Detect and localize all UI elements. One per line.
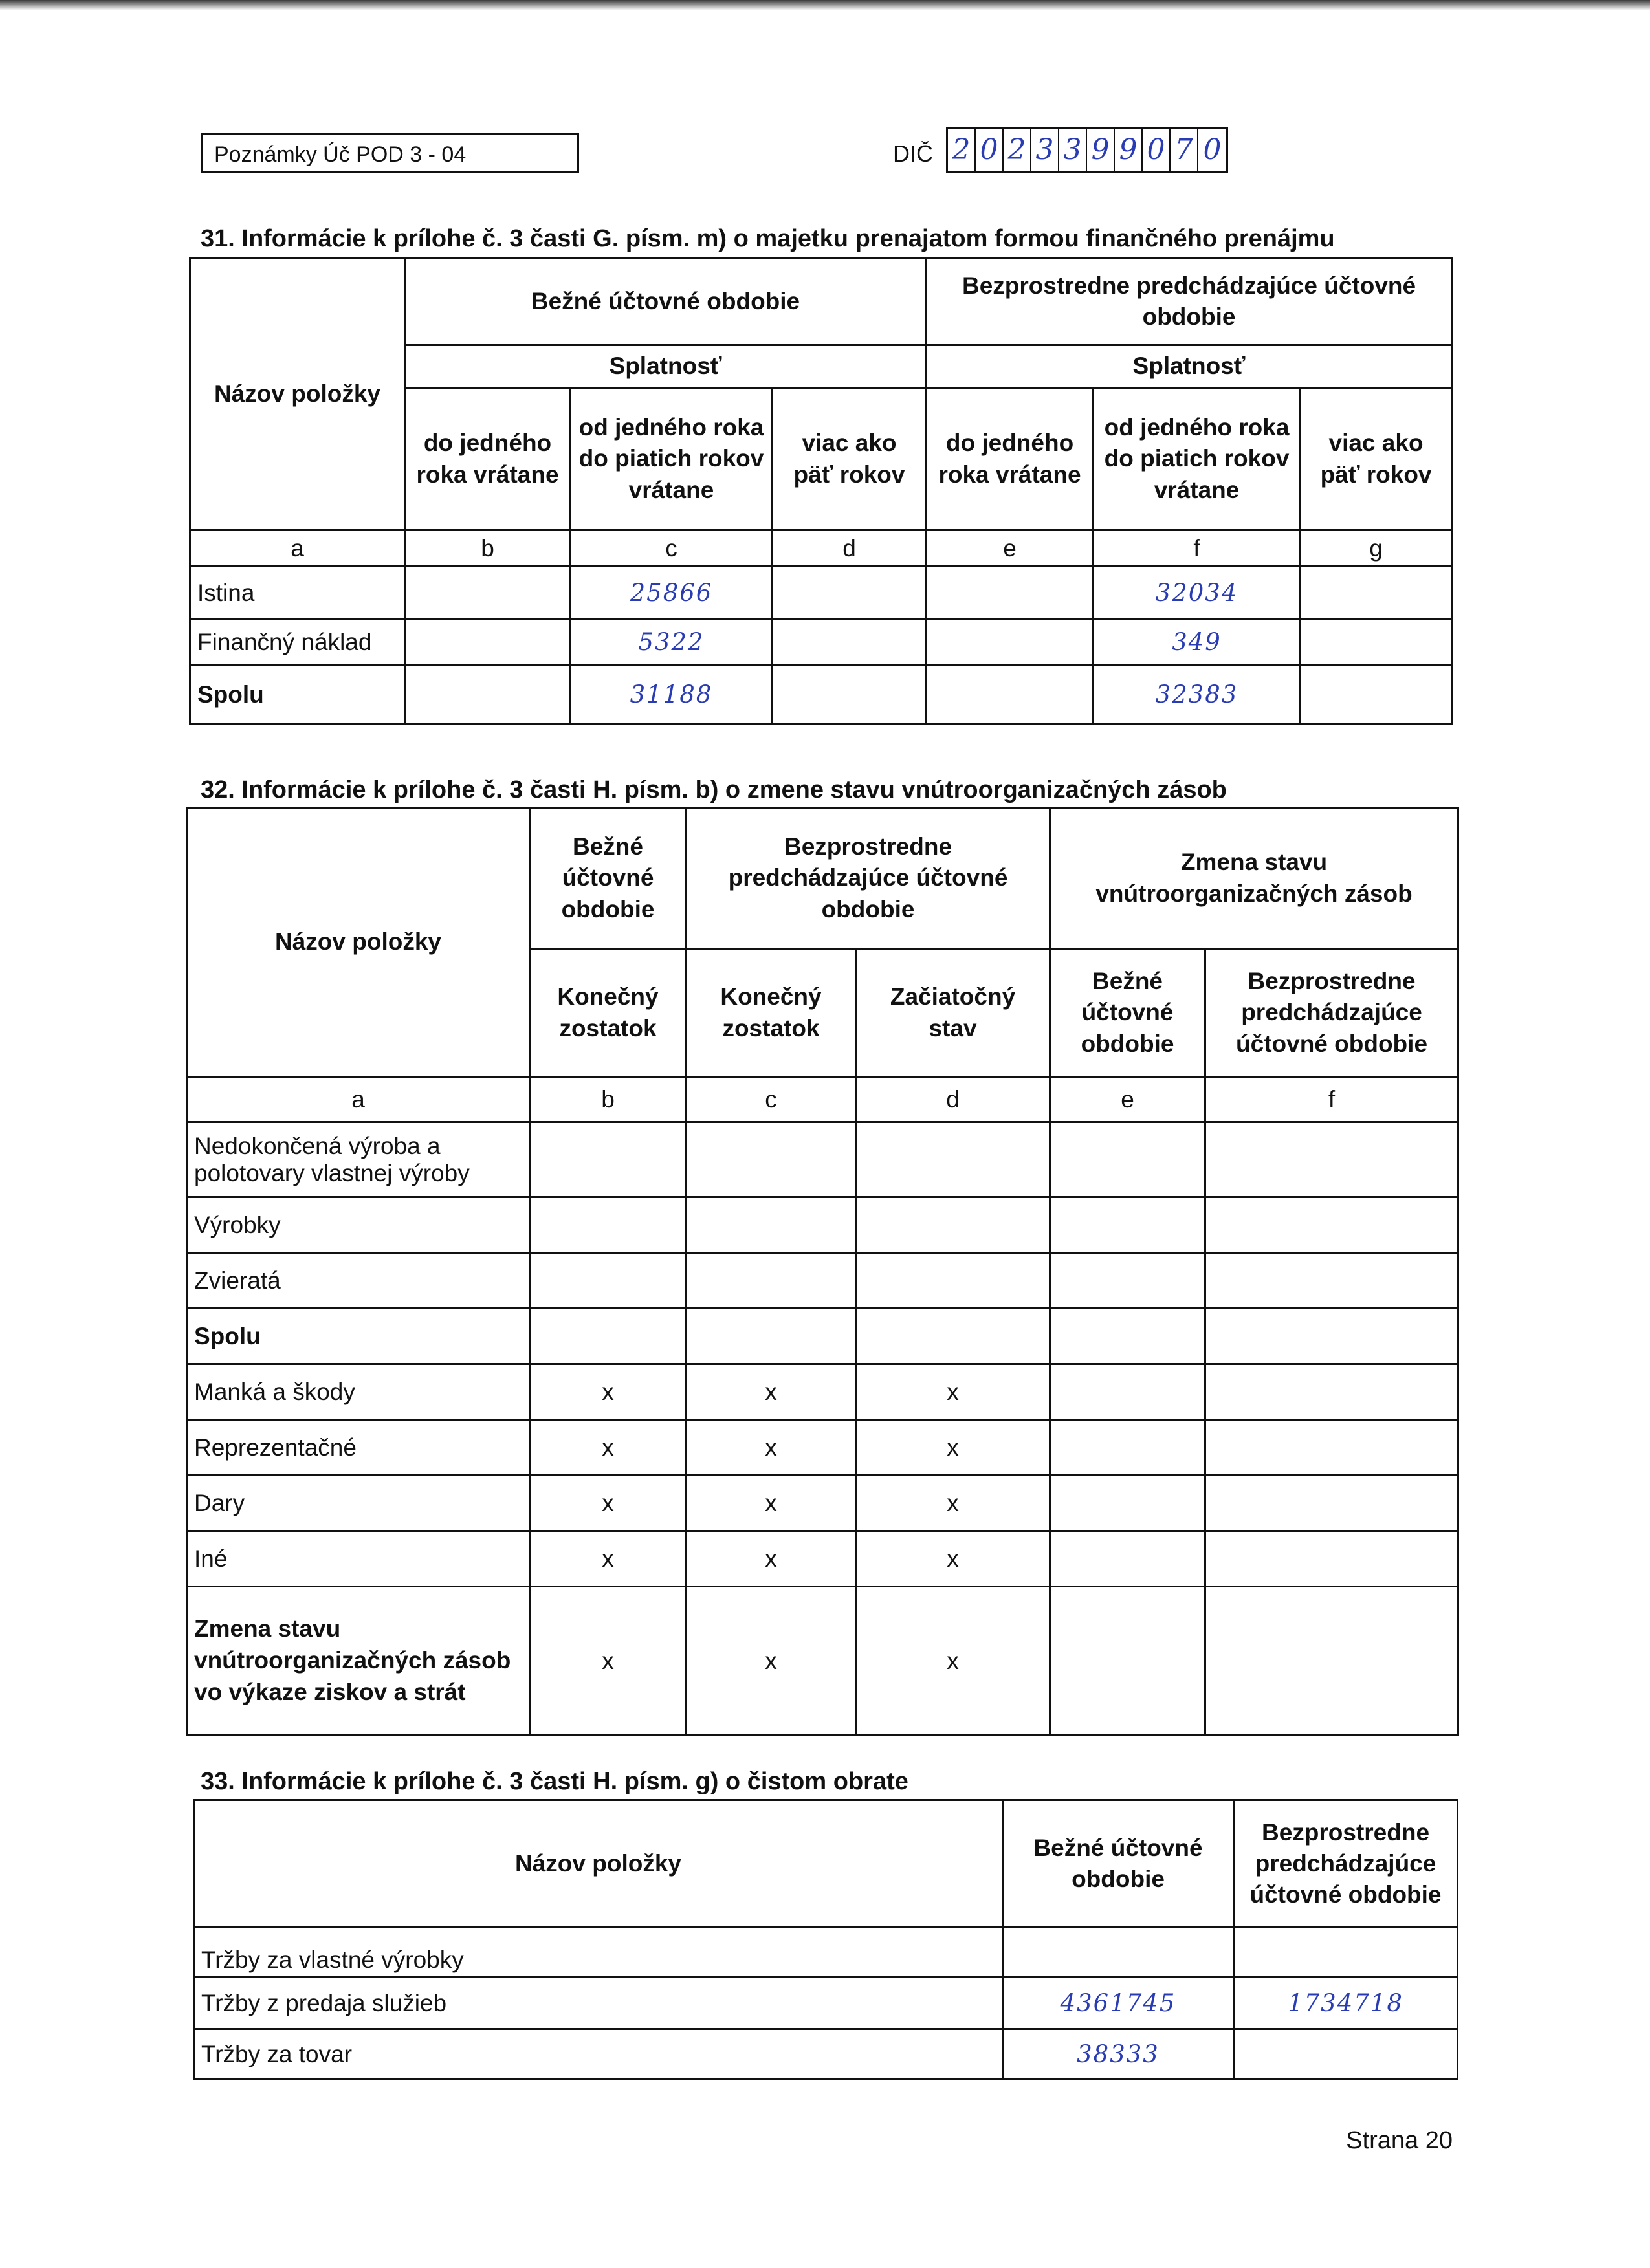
value-cell[interactable]: [1205, 1197, 1458, 1253]
table-row: [194, 1978, 1458, 2029]
value-cell[interactable]: [1050, 1587, 1205, 1736]
value-cell[interactable]: 32034: [1094, 567, 1301, 620]
value-cell[interactable]: [687, 1253, 856, 1309]
column-letter: e: [1050, 1077, 1205, 1122]
table-row: [194, 2029, 1458, 2080]
section31-title: 31. Informácie k prílohe č. 3 časti G. písm. m) o majetku prenajatom formou finančného prenájmu: [201, 225, 1335, 252]
table-row: [187, 1587, 1458, 1736]
dic-digit: 2: [1004, 129, 1031, 171]
value-cell[interactable]: [927, 567, 1094, 620]
row-label: Spolu: [190, 665, 405, 725]
value-cell[interactable]: [1301, 620, 1452, 665]
value-cell[interactable]: [1205, 1364, 1458, 1420]
current-period-header: Bežné účtovné obdobie: [1003, 1800, 1234, 1928]
value-cell: x: [530, 1476, 687, 1531]
value-cell[interactable]: [1205, 1531, 1458, 1587]
row-label: Tržby z predaja služieb: [194, 1978, 1003, 2029]
row-label: Finančný náklad: [190, 620, 405, 665]
value-cell: x: [856, 1531, 1050, 1587]
value-cell[interactable]: [1050, 1309, 1205, 1364]
row-label: Zvieratá: [187, 1253, 530, 1309]
dic-label: DIČ: [893, 140, 933, 167]
opening-header: Začiatočný stav: [856, 949, 1050, 1077]
value-cell[interactable]: [1205, 1587, 1458, 1736]
col-name-header: Názov položky: [190, 258, 405, 530]
column-letter: d: [773, 530, 927, 567]
value-cell[interactable]: [1050, 1364, 1205, 1420]
value-cell[interactable]: [530, 1197, 687, 1253]
end-balance-header: Konečný zostatok: [687, 949, 856, 1077]
table-row: [187, 1420, 1458, 1476]
value-cell[interactable]: [405, 567, 571, 620]
value-cell[interactable]: 5322: [571, 620, 773, 665]
value-cell[interactable]: [856, 1309, 1050, 1364]
table-row: [187, 1531, 1458, 1587]
value-cell[interactable]: [927, 620, 1094, 665]
value-cell: x: [856, 1364, 1050, 1420]
previous-period-header: Bezprostredne predchádzajúce účtovné obdobie: [687, 808, 1050, 949]
value-cell[interactable]: 1734718: [1234, 1978, 1458, 2029]
sub-col-header: viac ako päť rokov: [773, 388, 927, 530]
value-cell: x: [530, 1587, 687, 1736]
dic-digit: 3: [1031, 129, 1059, 171]
current-period-header: Bežné účtovné obdobie: [530, 808, 687, 949]
value-cell[interactable]: [1050, 1476, 1205, 1531]
table-row: [190, 665, 1452, 725]
value-cell: x: [530, 1531, 687, 1587]
maturity-header: Splatnosť: [927, 345, 1452, 388]
value-cell[interactable]: [530, 1253, 687, 1309]
column-letter: e: [927, 530, 1094, 567]
value-cell[interactable]: [405, 620, 571, 665]
table-row: [190, 620, 1452, 665]
col-name-header: Názov položky: [187, 808, 530, 1077]
value-cell: x: [856, 1476, 1050, 1531]
value-cell[interactable]: [1050, 1122, 1205, 1197]
dic-digit: 2: [948, 129, 976, 171]
dic-digit: 0: [976, 129, 1004, 171]
row-label: Dary: [187, 1476, 530, 1531]
current-period-header: Bežné účtovné obdobie: [405, 258, 927, 345]
value-cell[interactable]: [687, 1197, 856, 1253]
value-cell[interactable]: [856, 1197, 1050, 1253]
value-cell[interactable]: [1205, 1476, 1458, 1531]
column-letter: f: [1205, 1077, 1458, 1122]
value-cell[interactable]: [1205, 1309, 1458, 1364]
column-letter: b: [405, 530, 571, 567]
value-cell[interactable]: 32383: [1094, 665, 1301, 725]
change-previous-header: Bezprostredne predchádzajúce účtovné obdobie: [1205, 949, 1458, 1077]
scan-edge: [0, 0, 1650, 10]
value-cell[interactable]: [1205, 1122, 1458, 1197]
column-letter: a: [190, 530, 405, 567]
dic-digit: 9: [1087, 129, 1115, 171]
row-label: Iné: [187, 1531, 530, 1587]
dic-digit: 7: [1171, 129, 1198, 171]
sub-col-header: do jedného roka vrátane: [405, 388, 571, 530]
value-cell[interactable]: [1301, 665, 1452, 725]
section33-table: [193, 1799, 1458, 2080]
row-label: Spolu: [187, 1309, 530, 1364]
previous-period-header: Bezprostredne predchádzajúce účtovné obdobie: [1234, 1800, 1458, 1928]
dic-digit: 9: [1115, 129, 1143, 171]
value-cell: x: [530, 1364, 687, 1420]
value-cell[interactable]: [405, 665, 571, 725]
column-letter: c: [571, 530, 773, 567]
page-number: Strana 20: [1346, 2127, 1453, 2154]
value-cell[interactable]: [1050, 1197, 1205, 1253]
row-label: Výrobky: [187, 1197, 530, 1253]
value-cell[interactable]: [856, 1122, 1050, 1197]
sub-col-header: od jedného roka do piatich rokov vrátane: [571, 388, 773, 530]
value-cell[interactable]: 31188: [571, 665, 773, 725]
value-cell[interactable]: [773, 567, 927, 620]
value-cell[interactable]: [1234, 2029, 1458, 2080]
table-row: [194, 1928, 1458, 1978]
value-cell[interactable]: [1050, 1420, 1205, 1476]
value-cell[interactable]: [530, 1122, 687, 1197]
dic-digit: 0: [1143, 129, 1171, 171]
value-cell[interactable]: 25866: [571, 567, 773, 620]
value-cell[interactable]: [773, 620, 927, 665]
change-header: Zmena stavu vnútroorganizačných zásob: [1050, 808, 1458, 949]
change-current-header: Bežné účtovné obdobie: [1050, 949, 1205, 1077]
column-letter: b: [530, 1077, 687, 1122]
value-cell[interactable]: 349: [1094, 620, 1301, 665]
value-cell[interactable]: [1003, 1928, 1234, 1978]
value-cell[interactable]: [1234, 1928, 1458, 1978]
value-cell: x: [856, 1587, 1050, 1736]
value-cell[interactable]: [1301, 567, 1452, 620]
section32-table: [186, 807, 1459, 1736]
dic-digit: 3: [1059, 129, 1087, 171]
row-label: Istina: [190, 567, 405, 620]
row-label: Manká a škody: [187, 1364, 530, 1420]
value-cell[interactable]: [1050, 1253, 1205, 1309]
value-cell[interactable]: [1050, 1531, 1205, 1587]
table-row: [187, 1476, 1458, 1531]
value-cell: x: [687, 1476, 856, 1531]
row-label: Reprezentačné: [187, 1420, 530, 1476]
column-letter: c: [687, 1077, 856, 1122]
maturity-header: Splatnosť: [405, 345, 927, 388]
form-title: Poznámky Úč POD 3 - 04: [201, 133, 579, 173]
column-letter: f: [1094, 530, 1301, 567]
column-letter: a: [187, 1077, 530, 1122]
row-label: Tržby za tovar: [194, 2029, 1003, 2080]
table-row: [187, 1197, 1458, 1253]
sub-col-header: do jedného roka vrátane: [927, 388, 1094, 530]
value-cell: x: [687, 1587, 856, 1736]
section33-title: 33. Informácie k prílohe č. 3 časti H. písm. g) o čistom obrate: [201, 1768, 908, 1795]
value-cell: x: [687, 1420, 856, 1476]
table-row: [187, 1309, 1458, 1364]
value-cell[interactable]: [1205, 1420, 1458, 1476]
end-balance-header: Konečný zostatok: [530, 949, 687, 1077]
value-cell: x: [687, 1531, 856, 1587]
dic-digit: 0: [1203, 133, 1222, 166]
section31-table: [189, 257, 1453, 725]
row-label: Zmena stavu vnútroorganizačných zásob vo výkaze ziskov a strát: [187, 1587, 530, 1736]
value-cell[interactable]: 4361745: [1003, 1978, 1234, 2029]
section32-title: 32. Informácie k prílohe č. 3 časti H. písm. b) o zmene stavu vnútroorganizačných zásob: [201, 776, 1227, 803]
value-cell[interactable]: [687, 1309, 856, 1364]
sub-col-header: od jedného roka do piatich rokov vrátane: [1094, 388, 1301, 530]
value-cell[interactable]: [856, 1253, 1050, 1309]
value-cell: x: [530, 1420, 687, 1476]
table-row: [190, 567, 1452, 620]
value-cell: x: [856, 1420, 1050, 1476]
value-cell[interactable]: [687, 1122, 856, 1197]
table-row: [187, 1122, 1458, 1197]
value-cell[interactable]: 38333: [1003, 2029, 1234, 2080]
value-cell: x: [687, 1364, 856, 1420]
table-row: [187, 1253, 1458, 1309]
value-cell[interactable]: [530, 1309, 687, 1364]
previous-period-header: Bezprostredne predchádzajúce účtovné obdobie: [927, 258, 1452, 345]
value-cell[interactable]: [1205, 1253, 1458, 1309]
dic-field[interactable]: [946, 127, 1228, 173]
value-cell[interactable]: [773, 665, 927, 725]
table-row: [187, 1364, 1458, 1420]
column-letter: d: [856, 1077, 1050, 1122]
sub-col-header: viac ako päť rokov: [1301, 388, 1452, 530]
row-label: Nedokončená výroba a polotovary vlastnej výroby: [187, 1122, 530, 1197]
row-label: Tržby za vlastné výrobky: [194, 1928, 1003, 1978]
col-name-header: Názov položky: [194, 1800, 1003, 1928]
column-letter: g: [1301, 530, 1452, 567]
value-cell[interactable]: [927, 665, 1094, 725]
